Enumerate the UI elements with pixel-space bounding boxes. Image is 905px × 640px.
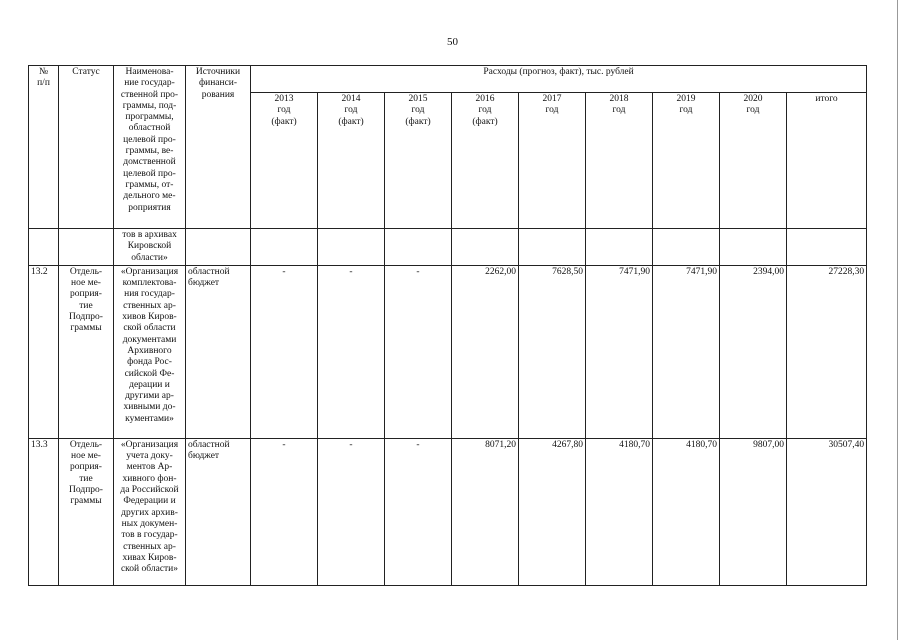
row-source: областной бюджет bbox=[186, 265, 251, 438]
row-value: - bbox=[251, 265, 318, 438]
row-value: 2262,00 bbox=[452, 265, 519, 438]
row-num: 13.2 bbox=[29, 265, 59, 438]
header-year: 2019 год bbox=[653, 93, 720, 229]
row-value: - bbox=[385, 265, 452, 438]
row-status: Отдель- ное ме- роприя- тие Подпро- граммы bbox=[59, 438, 114, 585]
row-value: 2394,00 bbox=[720, 265, 787, 438]
row-value: 4180,70 bbox=[586, 438, 653, 585]
header-year: 2014 год (факт) bbox=[318, 93, 385, 229]
row-value: 8071,20 bbox=[452, 438, 519, 585]
header-year: 2020 год bbox=[720, 93, 787, 229]
row-value: 7471,90 bbox=[653, 265, 720, 438]
row-value: - bbox=[251, 438, 318, 585]
header-year: 2017 год bbox=[519, 93, 586, 229]
header-status: Статус bbox=[59, 66, 114, 229]
row-value: - bbox=[318, 265, 385, 438]
row-value: 9807,00 bbox=[720, 438, 787, 585]
header-year: 2018 год bbox=[586, 93, 653, 229]
table-row bbox=[29, 265, 867, 438]
row-value: - bbox=[318, 438, 385, 585]
row-value: 7628,50 bbox=[519, 265, 586, 438]
continuation-name: тов в архивах Кировской области» bbox=[114, 229, 186, 266]
row-num: 13.3 bbox=[29, 438, 59, 585]
header-expenses: Расходы (прогноз, факт), тыс. рублей bbox=[251, 66, 867, 93]
row-source: областной бюджет bbox=[186, 438, 251, 585]
row-value: 4180,70 bbox=[653, 438, 720, 585]
row-total: 27228,30 bbox=[787, 265, 867, 438]
row-value: 7471,90 bbox=[586, 265, 653, 438]
header-year: 2015 год (факт) bbox=[385, 93, 452, 229]
header-total: итого bbox=[787, 93, 867, 229]
row-name: «Организация комплектова- ния государ- ственных ар- хивов Киров- ской области документами Архивного фонда Рос- сийской Фе- дерации и другими ар- хивными до- кументами» bbox=[114, 265, 186, 438]
header-num: № п/п bbox=[29, 66, 59, 229]
row-total: 30507,40 bbox=[787, 438, 867, 585]
page-number: 50 bbox=[447, 36, 458, 48]
header-row bbox=[29, 66, 867, 93]
row-name: «Организация учета доку- ментов Ар- хивного фон- да Российской Федерации и других архив- ных докумен- тов в государ- ственных ар- хивах Киров- ской области» bbox=[114, 438, 186, 585]
table-row-continuation bbox=[29, 229, 867, 266]
header-year: 2016 год (факт) bbox=[452, 93, 519, 229]
header-year: 2013 год (факт) bbox=[251, 93, 318, 229]
scan-edge-line bbox=[897, 0, 898, 640]
row-status: Отдель- ное ме- роприя- тие Подпро- граммы bbox=[59, 265, 114, 438]
row-value: - bbox=[385, 438, 452, 585]
budget-table bbox=[28, 65, 867, 586]
row-value: 4267,80 bbox=[519, 438, 586, 585]
header-name: Наименова- ние государ- ственной про- граммы, под- программы, областной целевой про- граммы, ве- домственной целевой про- граммы, от- дельного ме- роприятия bbox=[114, 66, 186, 229]
table-row bbox=[29, 438, 867, 585]
header-source: Источники финанси- рования bbox=[186, 66, 251, 229]
